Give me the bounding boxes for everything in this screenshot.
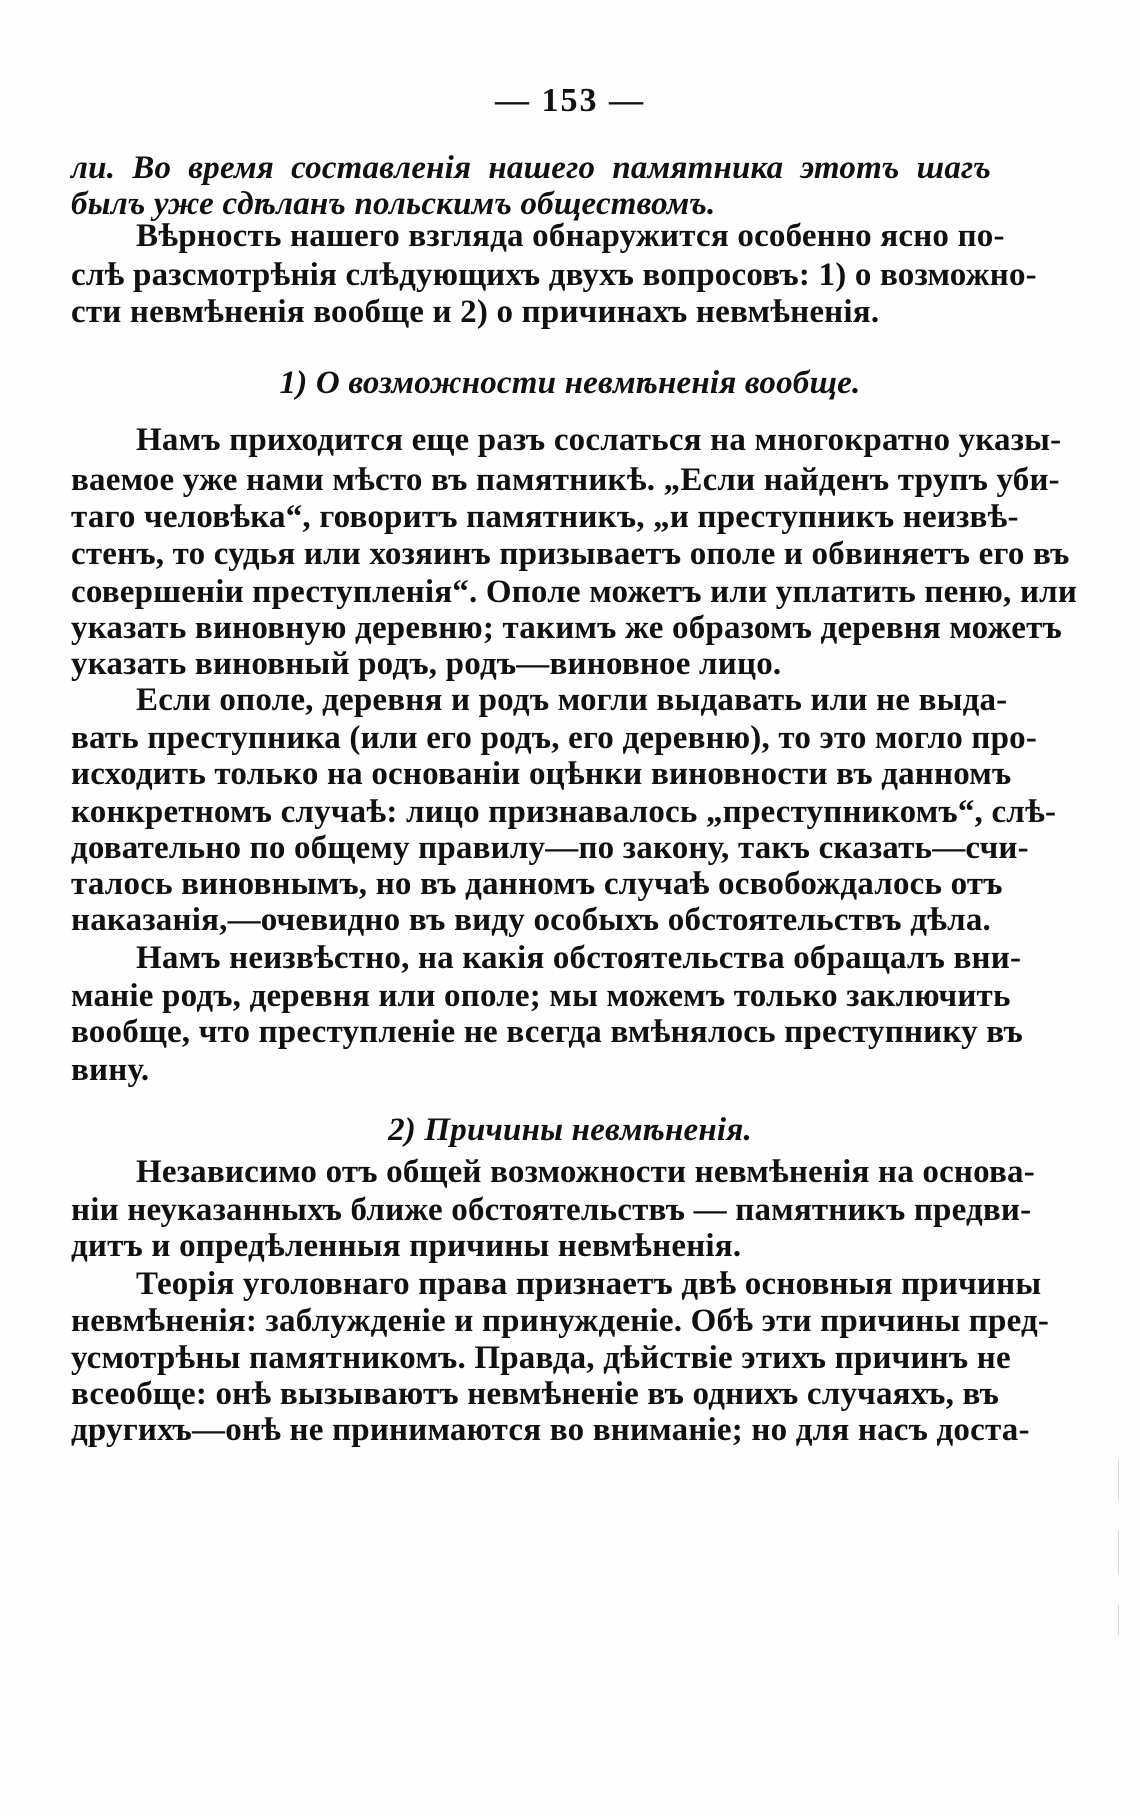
text-line: ніи неуказанныхъ ближе обстоятельствъ — памятникъ предви- [71,1192,1032,1228]
text-line: вать преступника (или его родъ, его деревню), то это могло про- [71,720,1038,756]
text-line: ваемое уже нами мѣсто въ памятникѣ. „Если найденъ трупъ уби- [71,462,1060,498]
paragraph-first-line: Намъ неизвѣстно, на какія обстоятельства обращалъ вни- [136,940,1022,976]
text-line: дитъ и опредѣленныя причины невмѣненія. [71,1228,742,1264]
paragraph-first-line: Независимо отъ общей возможности невмѣненія на основа- [136,1154,1035,1190]
text-line: талось виновнымъ, но въ данномъ случаѣ освобождалось отъ [71,866,1003,902]
text-line: таго человѣка“, говоритъ памятникъ, „и преступникъ неизвѣ- [71,499,1019,535]
page-number: — 153 — [495,82,645,119]
text-line: довательно по общему правилу—по закону, такъ сказать—счи- [71,830,1029,866]
text-line: невмѣненія: заблужденіе и принужденіе. Обѣ эти причины пред- [71,1303,1050,1339]
text-line: указать виновную деревню; такимъ же образомъ деревня можетъ [71,610,1062,646]
text-line: маніе родъ, деревня или ополе; мы можемъ только заключить [71,978,1011,1014]
scan-edge-mark [1118,1605,1119,1635]
text-line-content: ли. Во время составленія нашего памятника этотъ шагъ [71,150,991,186]
section-heading: 2) Причины невмѣненія. [388,1112,752,1148]
paragraph-first-line: Намъ приходится еще разъ сослаться на многократно указы- [136,422,1062,458]
text-line: указать виновный родъ, родъ—виновное лицо. [71,646,782,682]
text-line: другихъ—онѣ не принимаются во вниманіе; но для насъ доста- [71,1412,1030,1448]
text-line: стенъ, то судья или хозяинъ призываетъ ополе и обвиняетъ его въ [71,536,1070,572]
paragraph-first-line: Теорія уголовнаго права признаетъ двѣ основныя причины [136,1266,1042,1302]
paragraph-first-line: Если ополе, деревня и родъ могли выдавать или не выда- [136,682,1008,718]
text-line: сти невмѣненія вообще и 2) о причинахъ невмѣненія. [71,294,880,330]
text-line: слѣ разсмотрѣнія слѣдующихъ двухъ вопросовъ: 1) о возможно- [71,257,1037,293]
text-line: конкретномъ случаѣ: лицо признавалось „преступникомъ“, слѣ- [71,794,1057,830]
text-line: совершеніи преступленія“. Ополе можетъ или уплатить пеню, или [71,574,1078,610]
text-line: всеобще: онѣ вызываютъ невмѣненіе въ однихъ случаяхъ, въ [71,1376,1000,1412]
text-line: былъ уже сдѣланъ польскимъ обществомъ. [71,186,716,222]
text-line: исходить только на основаніи оцѣнки виновности въ данномъ [71,756,1012,792]
text-line: наказанія,—очевидно въ виду особыхъ обстоятельствъ дѣла. [71,902,991,938]
paragraph-first-line: Вѣрность нашего взгляда обнаружится особенно ясно по- [136,218,1005,254]
scan-edge-mark [1118,1530,1119,1575]
text-line: вообще, что преступленіе не всегда вмѣнялось преступнику въ [71,1014,1023,1050]
section-heading: 1) О возможности невмѣненія вообще. [279,365,861,401]
text-line: усмотрѣны памятникомъ. Правда, дѣйствіе этихъ причинъ не [71,1340,1011,1376]
scan-edge-mark [1118,1460,1119,1500]
text-line: вину. [71,1052,150,1088]
